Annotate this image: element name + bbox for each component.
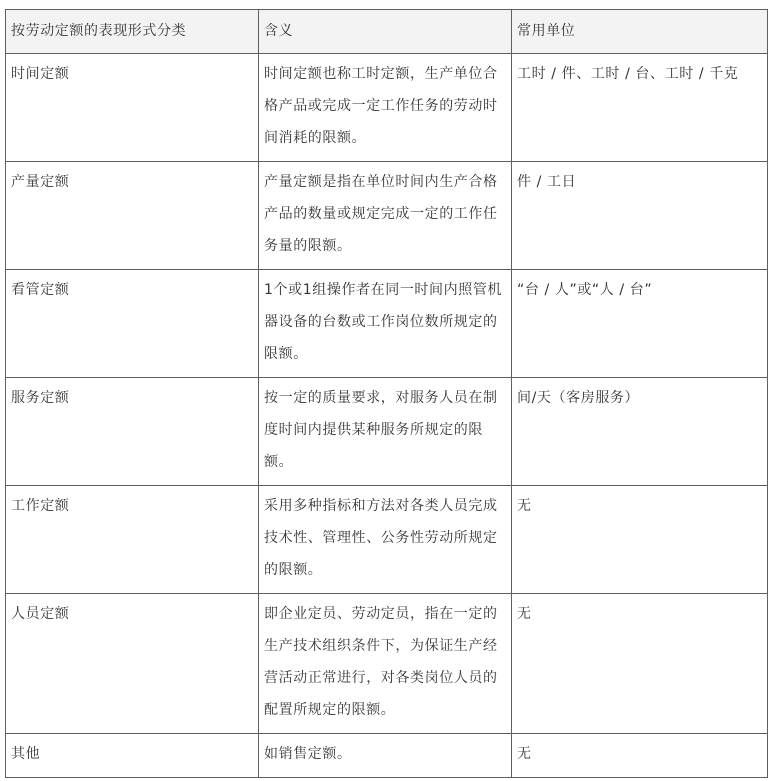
row-meaning: 按一定的质量要求，对服务人员在制度时间内提供某种服务所规定的限额。 (259, 378, 512, 486)
row-unit: 间/天（客房服务） (512, 378, 768, 486)
row-meaning: 1个或1组操作者在同一时间内照管机器设备的台数或工作岗位数所规定的限额。 (259, 270, 512, 378)
row-meaning: 即企业定员、劳动定员，指在一定的生产技术组织条件下，为保证生产经营活动正常进行，对各类岗位人员的配置所规定的限额。 (259, 594, 512, 734)
table-body (6, 54, 768, 778)
header-row (6, 10, 768, 54)
row-unit: 无 (512, 594, 768, 734)
labor-quota-table (5, 9, 768, 778)
row-type: 服务定额 (6, 378, 259, 486)
header-meaning: 含义 (259, 10, 512, 54)
table-row (6, 54, 768, 162)
row-meaning: 时间定额也称工时定额，生产单位合格产品或完成一定工作任务的劳动时间消耗的限额。 (259, 54, 512, 162)
row-type: 时间定额 (6, 54, 259, 162)
row-unit: 无 (512, 734, 768, 778)
row-meaning: 采用多种指标和方法对各类人员完成技术性、管理性、公务性劳动所规定的限额。 (259, 486, 512, 594)
row-unit: “台 / 人”或“人 / 台” (512, 270, 768, 378)
row-unit: 件 / 工日 (512, 162, 768, 270)
row-type: 看管定额 (6, 270, 259, 378)
table-row (6, 486, 768, 594)
row-type: 人员定额 (6, 594, 259, 734)
row-meaning: 产量定额是指在单位时间内生产合格产品的数量或规定完成一定的工作任务量的限额。 (259, 162, 512, 270)
table-row (6, 378, 768, 486)
header-unit: 常用单位 (512, 10, 768, 54)
table-row (6, 594, 768, 734)
row-unit: 无 (512, 486, 768, 594)
row-type: 工作定额 (6, 486, 259, 594)
row-type: 其他 (6, 734, 259, 778)
table-row (6, 734, 768, 778)
row-meaning: 如销售定额。 (259, 734, 512, 778)
row-type: 产量定额 (6, 162, 259, 270)
table-row (6, 270, 768, 378)
table-header (6, 10, 768, 54)
header-type: 按劳动定额的表现形式分类 (6, 10, 259, 54)
table-row (6, 162, 768, 270)
row-unit: 工时 / 件、工时 / 台、工时 / 千克 (512, 54, 768, 162)
